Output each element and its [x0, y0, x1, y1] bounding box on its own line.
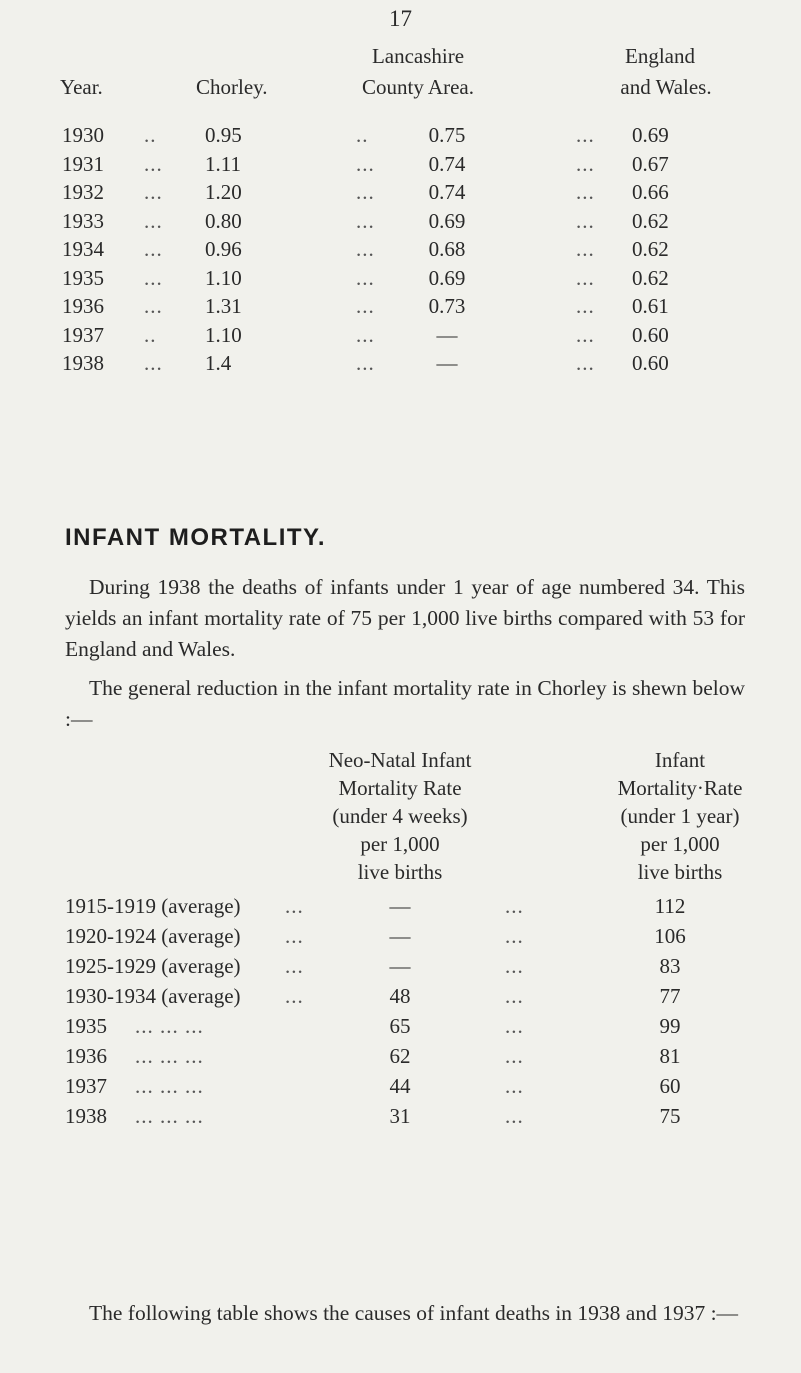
leader-dots: ... — [576, 265, 595, 290]
chorley-cell: 1.20 — [205, 180, 242, 204]
lancashire-cell: 0.68 — [428, 237, 466, 261]
lancashire-cell: — — [436, 351, 458, 375]
leader-dots: ... — [356, 208, 375, 233]
leader-dots: ... — [144, 294, 163, 318]
table-row — [0, 266, 801, 294]
paragraph-general-reduction: The general reduction in the infant mortality rate in Chorley is shewn below :— — [65, 676, 745, 731]
leader-dots: ... — [576, 123, 595, 147]
header-neonatal-line: per 1,000 — [360, 832, 440, 856]
year-cell: 1932 — [62, 180, 104, 204]
header-england-line1: England — [625, 44, 695, 68]
infant-cell: 81 — [659, 1044, 681, 1068]
leader-dots: ... — [576, 322, 595, 347]
header-lancashire-line1: Lancashire — [371, 44, 465, 68]
england-cell: 0.62 — [632, 265, 669, 290]
leader-dots: ... — [576, 237, 595, 261]
leader-dots: ... — [576, 294, 595, 318]
period-cell: 1930-1934 (average) — [65, 984, 241, 1008]
chorley-cell: 1.10 — [205, 265, 242, 290]
period-cell: 1936 — [65, 1044, 107, 1068]
year-cell: 1937 — [62, 322, 104, 347]
lancashire-cell: 0.69 — [428, 208, 466, 233]
leader-dots: ... ... ... — [135, 1014, 204, 1038]
lancashire-cell: 0.74 — [428, 151, 466, 176]
leader-dots: ... — [505, 1044, 524, 1068]
year-cell: 1938 — [62, 351, 104, 375]
table-row — [0, 209, 801, 237]
header-neonatal-line: Neo-Natal Infant — [328, 748, 472, 772]
year-cell: 1935 — [62, 265, 104, 290]
chorley-cell: 1.10 — [205, 322, 242, 347]
header-infant-rate — [560, 746, 800, 886]
table-row — [0, 984, 801, 1014]
table-row — [0, 894, 801, 924]
leader-dots: ... — [144, 208, 163, 233]
neonatal-cell: 44 — [389, 1074, 411, 1098]
leader-dots: ... — [576, 180, 595, 204]
leader-dots: ... ... ... — [135, 1044, 204, 1068]
section-heading: INFANT MORTALITY. — [65, 524, 327, 551]
england-cell: 0.61 — [632, 294, 669, 318]
chorley-cell: 0.95 — [205, 123, 242, 147]
leader-dots: ... — [285, 954, 304, 978]
leader-dots: .. — [144, 123, 157, 147]
paragraph-infant-deaths: During 1938 the deaths of infants under 1 year of age numbered 34. This yields an infant mortality rate of 75 per 1,000 live births compared with 53 for England and Wales. — [65, 575, 745, 661]
leader-dots: ... — [144, 351, 163, 375]
leader-dots: ... — [356, 351, 375, 375]
period-cell: 1935 — [65, 1014, 107, 1038]
england-cell: 0.60 — [632, 351, 669, 375]
table-row — [0, 237, 801, 265]
header-neonatal-rate — [280, 746, 520, 886]
leader-dots: ... — [356, 237, 375, 261]
leader-dots: ... — [285, 924, 304, 948]
infant-cell: 77 — [659, 984, 681, 1008]
period-cell: 1937 — [65, 1074, 107, 1098]
leader-dots: ... — [144, 151, 163, 176]
leader-dots: ... — [505, 894, 524, 918]
neonatal-cell: 31 — [389, 1104, 411, 1128]
leader-dots: ... — [356, 294, 375, 318]
chorley-cell: 1.11 — [205, 151, 241, 176]
leader-dots: ... — [576, 351, 595, 375]
table-row — [0, 123, 801, 151]
neonatal-cell: — — [389, 894, 411, 918]
leader-dots: ... ... ... — [135, 1074, 204, 1098]
infant-cell: 75 — [659, 1104, 681, 1128]
leader-dots: ... — [144, 180, 163, 204]
neonatal-cell: — — [389, 924, 411, 948]
header-year: Year. — [60, 75, 103, 99]
header-neonatal-line: live births — [357, 860, 443, 884]
header-infant-line: (under 1 year) — [620, 804, 740, 828]
table-row — [0, 1074, 801, 1104]
year-cell: 1930 — [62, 123, 104, 147]
header-neonatal-line: (under 4 weeks) — [332, 804, 468, 828]
leader-dots: .. — [356, 123, 369, 147]
leader-dots: ... — [144, 265, 163, 290]
leader-dots: ... — [356, 265, 375, 290]
chorley-cell: 0.80 — [205, 208, 242, 233]
table-row — [0, 351, 801, 379]
england-cell: 0.60 — [632, 322, 669, 347]
chorley-cell: 1.4 — [205, 351, 232, 375]
period-cell: 1925-1929 (average) — [65, 954, 241, 978]
lancashire-cell: — — [436, 322, 458, 347]
year-cell: 1936 — [62, 294, 104, 318]
table-row — [0, 924, 801, 954]
leader-dots: ... — [285, 894, 304, 918]
neonatal-cell: 65 — [389, 1014, 411, 1038]
table-row — [0, 152, 801, 180]
leader-dots: ... — [356, 180, 375, 204]
year-cell: 1934 — [62, 237, 104, 261]
infant-cell: 99 — [659, 1014, 681, 1038]
table-row — [0, 1014, 801, 1044]
leader-dots: ... — [144, 237, 163, 261]
infant-cell: 106 — [654, 924, 686, 948]
table-row — [0, 294, 801, 322]
infant-cell: 83 — [659, 954, 681, 978]
page-number: 17 — [389, 6, 412, 31]
lancashire-cell: 0.75 — [428, 123, 466, 147]
england-cell: 0.69 — [632, 123, 669, 147]
header-infant-line: Infant — [654, 748, 706, 772]
period-cell: 1920-1924 (average) — [65, 924, 241, 948]
leader-dots: ... — [576, 151, 595, 176]
leader-dots: ... — [285, 984, 304, 1008]
leader-dots: ... — [505, 954, 524, 978]
neonatal-cell: — — [389, 954, 411, 978]
header-neonatal-line: Mortality Rate — [338, 776, 462, 800]
table-row — [0, 1104, 801, 1134]
leader-dots: ... — [576, 208, 595, 233]
chorley-cell: 0.96 — [205, 237, 242, 261]
infant-cell: 60 — [659, 1074, 681, 1098]
table-row — [0, 1044, 801, 1074]
infant-cell: 112 — [654, 894, 686, 918]
leader-dots: ... — [505, 1014, 524, 1038]
england-cell: 0.62 — [632, 237, 669, 261]
leader-dots: ... — [356, 151, 375, 176]
lancashire-cell: 0.73 — [428, 294, 466, 318]
header-chorley: Chorley. — [196, 75, 268, 99]
england-cell: 0.66 — [632, 180, 669, 204]
year-cell: 1931 — [62, 151, 104, 176]
header-infant-line: Mortality·Rate — [617, 776, 743, 800]
lancashire-cell: 0.74 — [428, 180, 466, 204]
neonatal-cell: 48 — [389, 984, 411, 1008]
period-cell: 1915-1919 (average) — [65, 894, 241, 918]
leader-dots: ... ... ... — [135, 1104, 204, 1128]
england-cell: 0.67 — [632, 151, 669, 176]
leader-dots: ... — [356, 322, 375, 347]
neonatal-cell: 62 — [389, 1044, 411, 1068]
chorley-cell: 1.31 — [205, 294, 242, 318]
leader-dots: .. — [144, 322, 157, 347]
header-infant-line: per 1,000 — [640, 832, 720, 856]
period-cell: 1938 — [65, 1104, 107, 1128]
england-cell: 0.62 — [632, 208, 669, 233]
table-row — [0, 323, 801, 351]
header-england-line2: and Wales. — [620, 75, 712, 99]
header-lancashire-line2: County Area. — [362, 75, 474, 99]
table-row — [0, 954, 801, 984]
table-row — [0, 180, 801, 208]
leader-dots: ... — [505, 1104, 524, 1128]
leader-dots: ... — [505, 984, 524, 1008]
header-infant-line: live births — [637, 860, 723, 884]
paragraph-following-table: The following table shows the causes of infant deaths in 1938 and 1937 :— — [89, 1301, 739, 1325]
lancashire-cell: 0.69 — [428, 265, 466, 290]
year-cell: 1933 — [62, 208, 104, 233]
leader-dots: ... — [505, 1074, 524, 1098]
leader-dots: ... — [505, 924, 524, 948]
